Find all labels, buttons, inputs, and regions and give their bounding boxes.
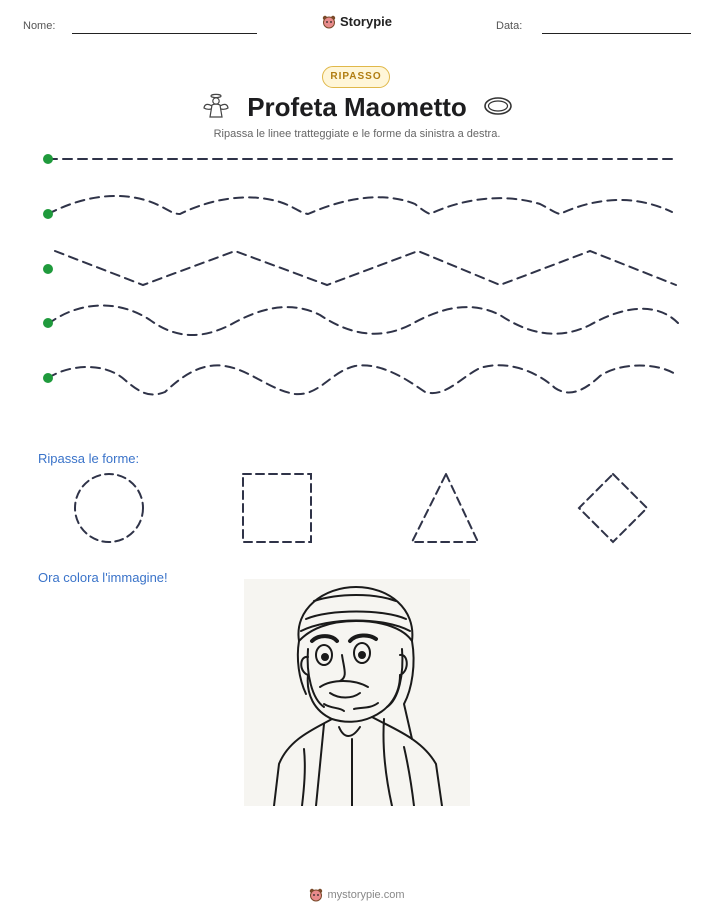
tracing-shapes-area: [0, 468, 714, 548]
shape-square: [243, 474, 311, 542]
shape-triangle: [412, 474, 478, 542]
brand-name: Storypie: [339, 14, 392, 29]
trace-line-wave-3: [48, 365, 678, 394]
start-dot-4: [43, 318, 53, 328]
prophet-illustration: [244, 579, 470, 806]
start-dot-5: [43, 373, 53, 383]
start-dot-2: [43, 209, 53, 219]
shape-diamond: [579, 474, 647, 542]
date-write-line[interactable]: [542, 33, 691, 34]
storypie-logo-icon: [322, 15, 336, 29]
coloring-heading: Ora colora l'immagine!: [38, 570, 168, 585]
name-label: Nome:: [23, 20, 56, 32]
ring-icon: [483, 96, 513, 116]
trace-line-wave-2: [48, 305, 678, 335]
review-badge: RIPASSO: [322, 66, 390, 88]
instructions-text: Ripassa le linee tratteggiate e le forme da sinistra a destra.: [213, 128, 501, 140]
shapes-heading: Ripassa le forme:: [38, 451, 140, 466]
coloring-picture: [244, 579, 470, 806]
trace-line-zigzag: [55, 251, 676, 285]
footer-site-link[interactable]: mystorypie.com: [327, 889, 405, 901]
page-title: Profeta Maometto: [247, 92, 467, 122]
storypie-logo-icon: [309, 888, 323, 902]
date-label: Data:: [496, 20, 523, 32]
brand-header: [0, 14, 714, 34]
start-dot-3: [43, 264, 53, 274]
footer: [0, 888, 714, 907]
tracing-lines-area: [0, 140, 714, 400]
start-dot-1: [43, 154, 53, 164]
trace-line-wave-1: [48, 196, 672, 214]
shape-circle: [75, 474, 143, 542]
